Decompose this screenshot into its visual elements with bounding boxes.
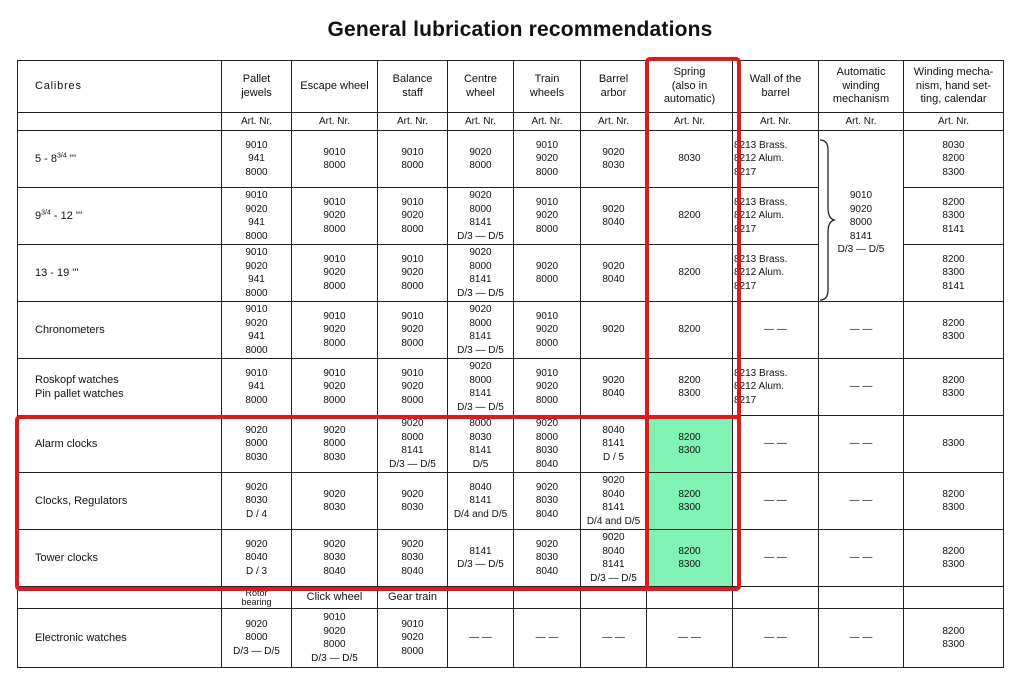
spring-cell-highlighted: 8200 8300 <box>647 473 733 530</box>
blank-cell <box>819 587 904 609</box>
art-nr-label: Art. Nr. <box>904 113 1004 131</box>
pallet-cell: 9010 941 8000 <box>222 131 292 188</box>
header-barrel-arbor: Barrel arbor <box>581 61 647 113</box>
header-automatic-winding: Automatic winding mechanism <box>819 61 904 113</box>
header-wall-of-barrel: Wall of the barrel <box>733 61 819 113</box>
balance-cell: 9020 8030 8040 <box>378 530 448 587</box>
automatic-cell: — — <box>819 416 904 473</box>
header-spring: Spring (also in automatic) <box>647 61 733 113</box>
art-nr-label: Art. Nr. <box>378 113 448 131</box>
centre-cell: 9020 8000 <box>448 131 514 188</box>
barrel-cell: 9020 <box>581 302 647 359</box>
spring-cell: 8200 <box>647 302 733 359</box>
automatic-cell: — — <box>819 473 904 530</box>
centre-cell: 9020 8000 8141 D/3 — D/5 <box>448 188 514 245</box>
wall-cell: 8213 Brass. 8212 Alum. 8217 <box>733 245 819 302</box>
pallet-cell: 9010 9020 941 8000 <box>222 188 292 245</box>
centre-cell: 8141 D/3 — D/5 <box>448 530 514 587</box>
spring-cell-highlighted: 8200 8300 <box>647 530 733 587</box>
brace-icon <box>818 138 836 302</box>
wall-cell: — — <box>733 473 819 530</box>
winding-cell: 8200 8300 <box>904 302 1004 359</box>
pallet-cell: 9020 8000 8030 <box>222 416 292 473</box>
barrel-cell: 9020 8040 <box>581 359 647 416</box>
calibre-label: 5 - 8 <box>35 153 58 165</box>
barrel-cell: — — <box>581 609 647 668</box>
calibre-cell: Clocks, Regulators <box>18 473 222 530</box>
calibre-cell: Tower clocks <box>18 530 222 587</box>
blank-cell <box>514 587 581 609</box>
page-title: General lubrication recommendations <box>327 18 713 41</box>
wall-cell: — — <box>733 302 819 359</box>
art-nr-label: Art. Nr. <box>222 113 292 131</box>
barrel-cell: 9020 8030 <box>581 131 647 188</box>
wall-cell: — — <box>733 416 819 473</box>
train-cell: 9020 8000 <box>514 245 581 302</box>
spring-cell: 8030 <box>647 131 733 188</box>
calibre-cell: Roskopf watches Pin pallet watches <box>18 359 222 416</box>
header-winding-mechanism: Winding mecha- nism, hand set- ting, calendar <box>904 61 1004 113</box>
art-nr-label: Art. Nr. <box>514 113 581 131</box>
winding-cell: 8200 8300 <box>904 609 1004 668</box>
automatic-cell: — — <box>819 609 904 668</box>
blank-cell <box>581 587 647 609</box>
wall-cell: 8213 Brass. 8212 Alum. 8217 <box>733 359 819 416</box>
centre-cell: 8000 8030 8141 D/5 <box>448 416 514 473</box>
header-train-wheels: Train wheels <box>514 61 581 113</box>
blank-cell <box>448 587 514 609</box>
spring-cell: 8200 <box>647 245 733 302</box>
header-gear-train: Gear train <box>378 587 448 609</box>
balance-cell: 9010 9020 8000 <box>378 245 448 302</box>
art-nr-label: Art. Nr. <box>292 113 378 131</box>
train-cell: 9010 9020 8000 <box>514 302 581 359</box>
header-escape-wheel: Escape wheel <box>292 61 378 113</box>
calibre-label: 9 <box>35 210 42 222</box>
balance-cell: 9010 8000 <box>378 131 448 188</box>
winding-cell: 8200 8300 <box>904 473 1004 530</box>
calibre-suffix: - 12 ''' <box>50 210 83 222</box>
table-row <box>18 359 1004 416</box>
gear-cell: 9010 9020 8000 <box>378 609 448 668</box>
winding-cell: 8200 8300 8141 <box>904 245 1004 302</box>
train-cell: 9010 9020 8000 <box>514 131 581 188</box>
centre-cell: 9020 8000 8141 D/3 — D/5 <box>448 245 514 302</box>
spring-cell-highlighted: 8200 8300 <box>647 416 733 473</box>
header-centre-wheel: Centre wheel <box>448 61 514 113</box>
centre-cell: 9020 8000 8141 D/3 — D/5 <box>448 359 514 416</box>
table-row <box>18 609 1004 668</box>
calibre-cell <box>18 131 222 188</box>
winding-cell: 8200 8300 8141 <box>904 188 1004 245</box>
automatic-cell: — — <box>819 359 904 416</box>
escape-cell: 9010 9020 8000 <box>292 245 378 302</box>
escape-cell: 9020 8000 8030 <box>292 416 378 473</box>
calibre-cell: Chronometers <box>18 302 222 359</box>
header-calibres: Calibres <box>18 61 222 113</box>
balance-cell: 9020 8000 8141 D/3 — D/5 <box>378 416 448 473</box>
pallet-cell: 9010 9020 941 8000 <box>222 245 292 302</box>
winding-cell: 8200 8300 <box>904 530 1004 587</box>
train-cell: 9020 8000 8030 8040 <box>514 416 581 473</box>
art-nr-label: Art. Nr. <box>581 113 647 131</box>
barrel-cell: 9020 8040 8141 D/4 and D/5 <box>581 473 647 530</box>
header-row <box>18 61 1004 113</box>
escape-cell: 9010 9020 8000 <box>292 302 378 359</box>
calibre-cell: Electronic watches <box>18 609 222 668</box>
automatic-cell: — — <box>819 530 904 587</box>
blank-cell <box>733 587 819 609</box>
winding-cell: 8300 <box>904 416 1004 473</box>
table-row <box>18 473 1004 530</box>
wall-cell: — — <box>733 530 819 587</box>
blank-cell <box>904 587 1004 609</box>
escape-cell: 9010 8000 <box>292 131 378 188</box>
rotor-cell: 9020 8000 D/3 — D/5 <box>222 609 292 668</box>
balance-cell: 9010 9020 8000 <box>378 188 448 245</box>
barrel-cell: 9020 8040 <box>581 188 647 245</box>
escape-cell: 9020 8030 <box>292 473 378 530</box>
wall-cell: 8213 Brass. 8212 Alum. 8217 <box>733 188 819 245</box>
blank-cell <box>647 587 733 609</box>
pallet-cell: 9020 8040 D / 3 <box>222 530 292 587</box>
barrel-cell: 8040 8141 D / 5 <box>581 416 647 473</box>
balance-cell: 9020 8030 <box>378 473 448 530</box>
pallet-cell: 9020 8030 D / 4 <box>222 473 292 530</box>
calibre-suffix: ''' <box>66 153 77 165</box>
pallet-cell: 9010 941 8000 <box>222 359 292 416</box>
art-nr-label: Art. Nr. <box>448 113 514 131</box>
calibre-fraction: 3/4 <box>57 152 67 160</box>
lubrication-table <box>17 60 1004 668</box>
centre-cell: 9020 8000 8141 D/3 — D/5 <box>448 302 514 359</box>
wall-cell: 8213 Brass. 8212 Alum. 8217 <box>733 131 819 188</box>
header-balance-staff: Balance staff <box>378 61 448 113</box>
calibre-fraction: 3/4 <box>41 209 51 217</box>
train-cell: 9010 9020 8000 <box>514 359 581 416</box>
balance-cell: 9010 9020 8000 <box>378 359 448 416</box>
electronic-header-row <box>18 587 1004 609</box>
train-cell: 9010 9020 8000 <box>514 188 581 245</box>
table-row <box>18 302 1004 359</box>
train-cell: — — <box>514 609 581 668</box>
header-rotor-bearing: Rotor bearing <box>222 587 292 609</box>
barrel-cell: 9020 8040 8141 D/3 — D/5 <box>581 530 647 587</box>
table-row <box>18 131 1004 188</box>
art-nr-row <box>18 113 1004 131</box>
calibre-label: 13 - 19 ''' <box>35 267 79 279</box>
automatic-cell: — — <box>819 302 904 359</box>
automatic-group-values: 9010 9020 8000 8141 D/3 — D/5 <box>837 190 885 255</box>
calibre-cell: Alarm clocks <box>18 416 222 473</box>
escape-cell: 9010 9020 8000 <box>292 188 378 245</box>
centre-cell: — — <box>448 609 514 668</box>
train-cell: 9020 8030 8040 <box>514 530 581 587</box>
balance-cell: 9010 9020 8000 <box>378 302 448 359</box>
barrel-cell: 9020 8040 <box>581 245 647 302</box>
calibre-cell <box>18 188 222 245</box>
escape-cell: 9020 8030 8040 <box>292 530 378 587</box>
click-cell: 9010 9020 8000 D/3 — D/5 <box>292 609 378 668</box>
header-click-wheel: Click wheel <box>292 587 378 609</box>
art-nr-label: Art. Nr. <box>733 113 819 131</box>
pallet-cell: 9010 9020 941 8000 <box>222 302 292 359</box>
train-cell: 9020 8030 8040 <box>514 473 581 530</box>
table-row <box>18 416 1004 473</box>
calibre-cell <box>18 245 222 302</box>
art-nr-blank <box>18 113 222 131</box>
blank-cell <box>18 587 222 609</box>
centre-cell: 8040 8141 D/4 and D/5 <box>448 473 514 530</box>
spring-cell: 8200 8300 <box>647 359 733 416</box>
header-pallet-jewels: Pallet jewels <box>222 61 292 113</box>
art-nr-label: Art. Nr. <box>819 113 904 131</box>
escape-cell: 9010 9020 8000 <box>292 359 378 416</box>
table-row <box>18 530 1004 587</box>
spring-cell: — — <box>647 609 733 668</box>
spring-cell: 8200 <box>647 188 733 245</box>
winding-cell: 8030 8200 8300 <box>904 131 1004 188</box>
art-nr-label: Art. Nr. <box>647 113 733 131</box>
wall-cell: — — <box>733 609 819 668</box>
winding-cell: 8200 8300 <box>904 359 1004 416</box>
